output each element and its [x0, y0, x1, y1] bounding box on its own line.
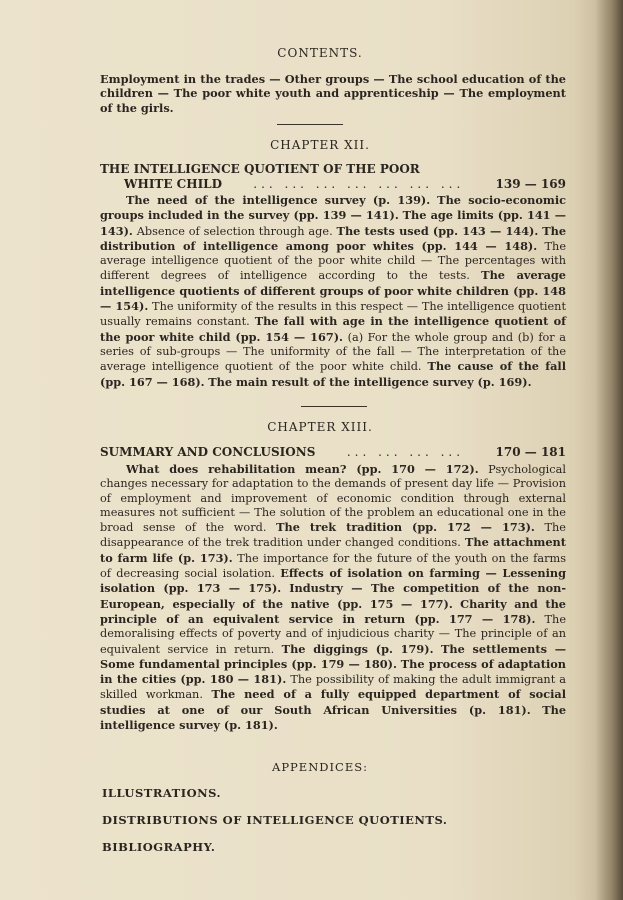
chapter-12-entry — [100, 162, 566, 192]
appendix-bibliography: BIBLIOGRAPHY. — [102, 840, 216, 854]
appendix-distributions: DISTRIBUTIONS OF INTELLIGENCE QUOTIENTS. — [102, 813, 448, 827]
chapter-13-title: SUMMARY AND CONCLUSIONS — [100, 445, 316, 459]
ch13-topic: The attachment to farm life (p. 173). — [100, 535, 566, 565]
ch13-topic: The intelligence survey (p. 181). — [100, 702, 567, 733]
ch12-topic: The average intelligence quotients of different groups of poor white children (pp. 148 — 154). — [100, 268, 566, 314]
chapter-13-heading: CHAPTER XIII. — [267, 420, 373, 434]
chapter-12-heading: CHAPTER XII. — [270, 138, 370, 152]
ch13-text: Psychological changes necessary for adaptation to the demands of present day life — Provision of employment and improvement of economic condition through external measures not sufficient — The solution of the problem an educational one in the broad sense of the word. — [100, 463, 566, 535]
continued-section-text — [100, 72, 566, 115]
ch12-topic: The age limits (pp. 141 — 143). — [100, 208, 566, 238]
ch13-topic: Charity and the principle of an equivalent service in return (pp. 177 — 178). — [100, 596, 566, 626]
ch12-topic: The distribution of intelligence among poor whites (pp. 144 — 148). — [100, 223, 567, 253]
ch12-topic: The fall with age in the intelligence quotient of the poor white child (pp. 154 — 167). — [100, 314, 566, 344]
running-head: CONTENTS. — [277, 46, 363, 60]
chapter-13-pages: 170 — 181 — [495, 445, 566, 459]
ch13-text: The importance for the future of the youth on the farms of decreasing social isolation. — [100, 551, 566, 581]
ch12-text: Absence of selection through age. — [136, 224, 333, 238]
ch13-topic: The diggings (p. 179). — [281, 641, 434, 656]
chapter-13-leader: ... ... ... ... — [346, 445, 465, 459]
chapter-12-summary — [100, 193, 566, 390]
chapter-13-summary — [100, 462, 566, 733]
ch13-topic: The trek tradition (pp. 172 — 173). — [276, 520, 535, 535]
ch12-topic: The need of the intelligence survey (p. 139). — [126, 193, 431, 207]
ch12-topic: The cause of the fall (pp. 167 — 168). — [100, 359, 566, 389]
ch12-text: The uniformity of the results in this respect — The intelligence quotient usually remains constant. — [100, 300, 566, 329]
divider-rule — [277, 124, 343, 125]
chapter-12-pages: 139 — 169 — [495, 177, 566, 191]
ch13-topic: What does rehabilitation mean? (pp. 170 — 172). — [126, 462, 479, 476]
ch12-text: (a) For the whole group and (b) for a series of sub-groups — The uniformity of the fall — The interpretation of the average intelligence quotient of the poor white child. — [100, 330, 567, 374]
ch13-topic: Industry — The competition of the non-European, especially of the native (pp. 175 — 177). — [100, 581, 567, 611]
chapter-12-title-line1: THE INTELLIGENCE QUOTIENT OF THE POOR — [100, 162, 420, 176]
chapter-13-entry — [100, 445, 566, 460]
ch13-topic: The settlements — Some fundamental principles (pp. 179 — 180). — [100, 641, 566, 671]
ch13-topic: The need of a fully equipped department of social studies at one of our South African Universities (p. 181). — [100, 687, 566, 717]
divider-rule — [301, 406, 367, 407]
ch13-text: The demoralising effects of poverty and of injudicious charity — The principle of an equivalent service in return. — [100, 612, 567, 656]
chapter-12-title-line2: WHITE CHILD — [124, 177, 223, 191]
ch12-text: The average intelligence quotient of the poor white child — The percentages with different degrees of intelligence according to the tests. — [100, 239, 567, 283]
appendices-heading: APPENDICES: — [272, 760, 368, 774]
ch12-topic: The main result of the intelligence survey (p. 169). — [208, 374, 532, 389]
ch13-text: The possibility of making the adult immigrant a skilled workman. — [100, 673, 566, 702]
continued-text: Employment in the trades — Other groups — The school education of the children — The poor white youth and apprenticeship — The employment of the girls. — [100, 72, 566, 115]
chapter-12-leader: ... ... ... ... ... ... ... — [253, 177, 465, 191]
ch13-topic: Effects of isolation on farming — Lessening isolation (pp. 173 — 175). — [100, 566, 567, 596]
ch13-topic: The process of adaptation in the cities (pp. 180 — 181). — [100, 656, 567, 687]
ch13-text: The disappearance of the trek tradition under changed conditions. — [100, 521, 566, 550]
appendix-illustrations: ILLUSTRATIONS. — [102, 786, 222, 800]
ch12-topic: The tests used (pp. 143 — 144). — [336, 223, 539, 238]
ch12-topic: The socio-economic groups included in the survey (pp. 139 — 141). — [100, 193, 566, 223]
